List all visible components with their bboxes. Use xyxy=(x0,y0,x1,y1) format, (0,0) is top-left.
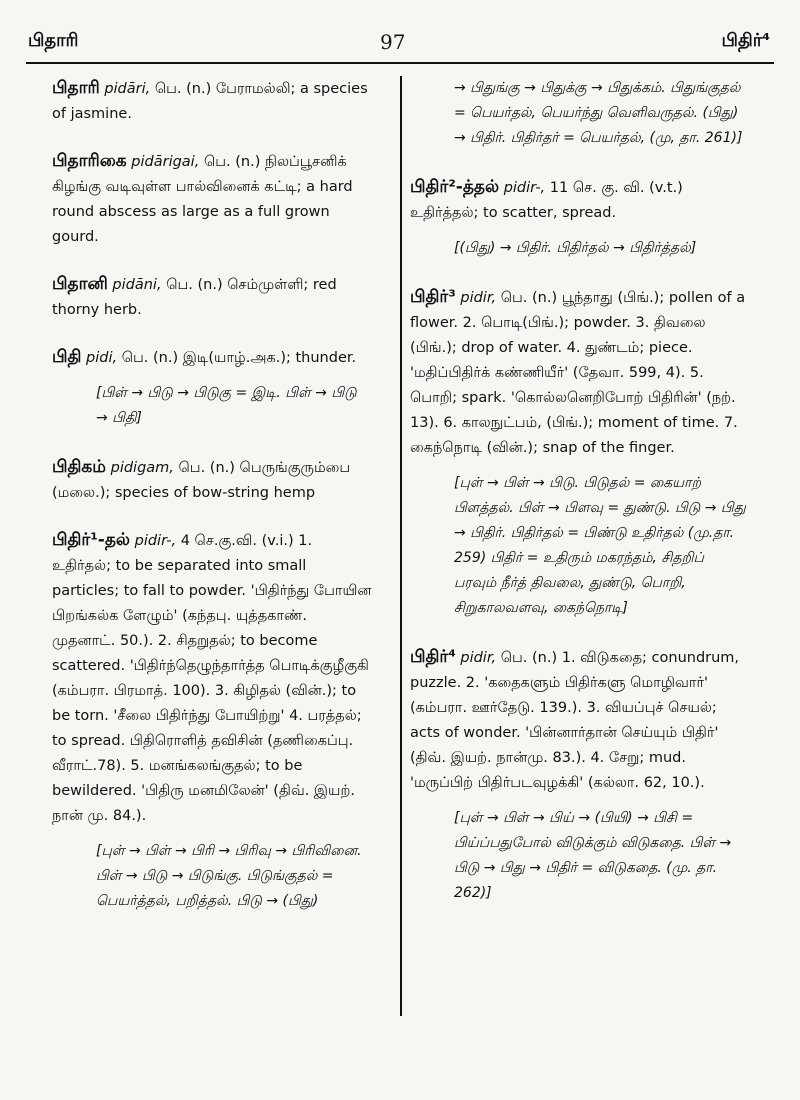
definition: 11 செ. கு. வி. (v.t.) உதிர்த்தல்; to scatter, spread. xyxy=(410,180,683,221)
transliteration: pidir, xyxy=(460,650,497,666)
etymology-note: [புள் → பிள் → பிய் → (பியி) → பிசி = பிய்ப்பதுபோல் விடுக்கும் விடுகதை. பிள் → பிடு → பிது → பிதிர் = விடுகதை. (மு. தா. 262)] xyxy=(454,810,732,901)
etymology-note: → பிதுங்கு → பிதுக்கு → பிதுக்கம். பிதுங்குதல் = பெயர்தல், பெயர்ந்து வெளிவருதல். (பிது) → பிதிர். பிதிர்தர் = பெயர்தல், (மு, தா. 261)] xyxy=(454,80,743,146)
transliteration: pidigam, xyxy=(110,460,174,476)
dictionary-entry xyxy=(52,345,372,371)
right-column xyxy=(410,76,750,930)
dictionary-entry xyxy=(410,175,750,226)
dictionary-entry xyxy=(52,455,372,506)
definition: பெ. (n.) பேராமல்லி; a species of jasmine. xyxy=(52,81,368,122)
definition: பெ. (n.) செம்முள்ளி; red thorny herb. xyxy=(52,277,337,318)
etymology-note: [பிள் → பிடு → பிடுகு = இடி. பிள் → பிடு → பிதி] xyxy=(96,385,357,426)
dictionary-entry xyxy=(52,76,372,127)
headword: பிதானி xyxy=(52,274,108,294)
dictionary-entry xyxy=(52,528,372,829)
transliteration: pidir-, xyxy=(503,180,546,196)
etymology-note: [புள் → பிள் → பிரி → பிரிவு → பிரிவினை. பிள் → பிடு → பிடுங்கு. பிடுங்குதல் = பெயர்த்தல், பறித்தல். பிடு → (பிது) xyxy=(96,843,362,909)
definition: 4 செ.கு.வி. (v.i.) 1. உதிர்தல்; to be separated into small particles; to fall to powder. 'பிதிர்ந்து போயின பிறங்கல்க ளேழும்' (கந்தபு. யுத்தகாண். முதனாட். 50.). 2. சிதறுதல்; to become scattered. 'பிதிர்ந்தெழுந்தார்த்த பொடிக்குழீகுகி (கம்பரா. பிரமாத். 100). 3. கிழிதல் (வின்.); to be torn. 'சீலை பிதிர்ந்து போயிற்று' 4. பரத்தல்; to spread. பிதிரொளித் தவிசின் (தணிகைப்பு. வீராட்.78). 5. மனங்கலங்குதல்; to be bewildered. 'பிதிரு மனமிலேன்' (திவ். இயற். நான் மு. 84.). xyxy=(52,533,372,824)
etymology-note: [புள் → பிள் → பிடு. பிடுதல் = கையாற் பிளத்தல். பிள் → பிளவு = துண்டு. பிடு → பிது → பிதிர். பிதிர்தல் = பிண்டு உதிர்தல் (மு.தா. 259) பிதிர் = உதிரும் மகரந்தம், சிதறிப் பரவும் நீர்த் திவலை, துண்டு, பொறி, சிறுகாலவளவு, கைந்நொடி] xyxy=(454,475,746,616)
transliteration: pidir, xyxy=(460,290,497,306)
headword: பிதாரி xyxy=(52,78,100,98)
etymology-note: [(பிது) → பிதிர். பிதிர்தல் → பிதிர்த்தல்] xyxy=(454,240,697,256)
dictionary-entry xyxy=(410,645,750,796)
header-left-word: பிதாரி xyxy=(28,30,79,51)
definition: பெ. (n.) நிலப்பூசனிக் கிழங்கு வடிவுள்ள பால்வினைக் கட்டி; a hard round abscess as large as a full grown gourd. xyxy=(52,154,353,245)
definition: பெ. (n.) இடி(யாழ்.அக.); thunder. xyxy=(121,350,357,366)
dictionary-entry xyxy=(52,149,372,250)
transliteration: pidir-, xyxy=(134,533,177,549)
definition: பெ. (n.) பெருங்குரும்பை (மலை.); species of bow-string hemp xyxy=(52,460,351,501)
dictionary-entry xyxy=(52,272,372,323)
definition: பெ. (n.) 1. விடுகதை; conundrum, puzzle. 2. 'கதைகளும் பிதிர்களு மொழிவார்' (கம்பரா. ஊர்தேடு. 139.). 3. வியப்புச் செயல்; acts of wonder. 'பின்னார்தான் செய்யும் பிதிர்' (திவ். இயற். நான்மு. 83.). 4. சேறு; mud. 'மருப்பிற் பிதிர்படவுழக்கி' (கல்லா. 62, 10.). xyxy=(410,650,740,791)
header-right-word: பிதிர்⁴ xyxy=(721,30,770,51)
transliteration: pidāni, xyxy=(112,277,162,293)
header-rule xyxy=(26,62,774,64)
page-header xyxy=(0,0,800,70)
headword: பிதிர்²-த்தல் xyxy=(410,177,500,197)
headword: பிதாரிகை xyxy=(52,151,127,171)
transliteration: pidārigai, xyxy=(131,154,200,170)
headword: பிதிர்¹-தல் xyxy=(52,530,131,550)
headword: பிதிர்⁴ xyxy=(410,647,456,667)
column-divider xyxy=(400,76,402,1016)
headword: பிதிர்³ xyxy=(410,287,456,307)
dictionary-entry xyxy=(410,285,750,461)
definition: பெ. (n.) பூந்தாது (பிங்.); pollen of a flower. 2. பொடி(பிங்.); powder. 3. திவலை (பிங்.); drop of water. 4. துண்டம்; piece. 'மதிப்பிதிர்க் கண்ணியீர்' (தேவா. 599, 4). 5. பொறி; spark. 'கொல்லனெறிபோற் பிதிரின்' (நற். 13). 6. காலநுட்பம், (பிங்.); moment of time. 7. கைந்நொடி (வின்.); snap of the finger. xyxy=(410,290,746,456)
headword: பிதிகம் xyxy=(52,457,106,477)
transliteration: pidi, xyxy=(86,350,118,366)
left-column xyxy=(52,76,372,938)
headword: பிதி xyxy=(52,347,82,367)
transliteration: pidāri, xyxy=(104,81,151,97)
page-number: 97 xyxy=(380,30,406,54)
